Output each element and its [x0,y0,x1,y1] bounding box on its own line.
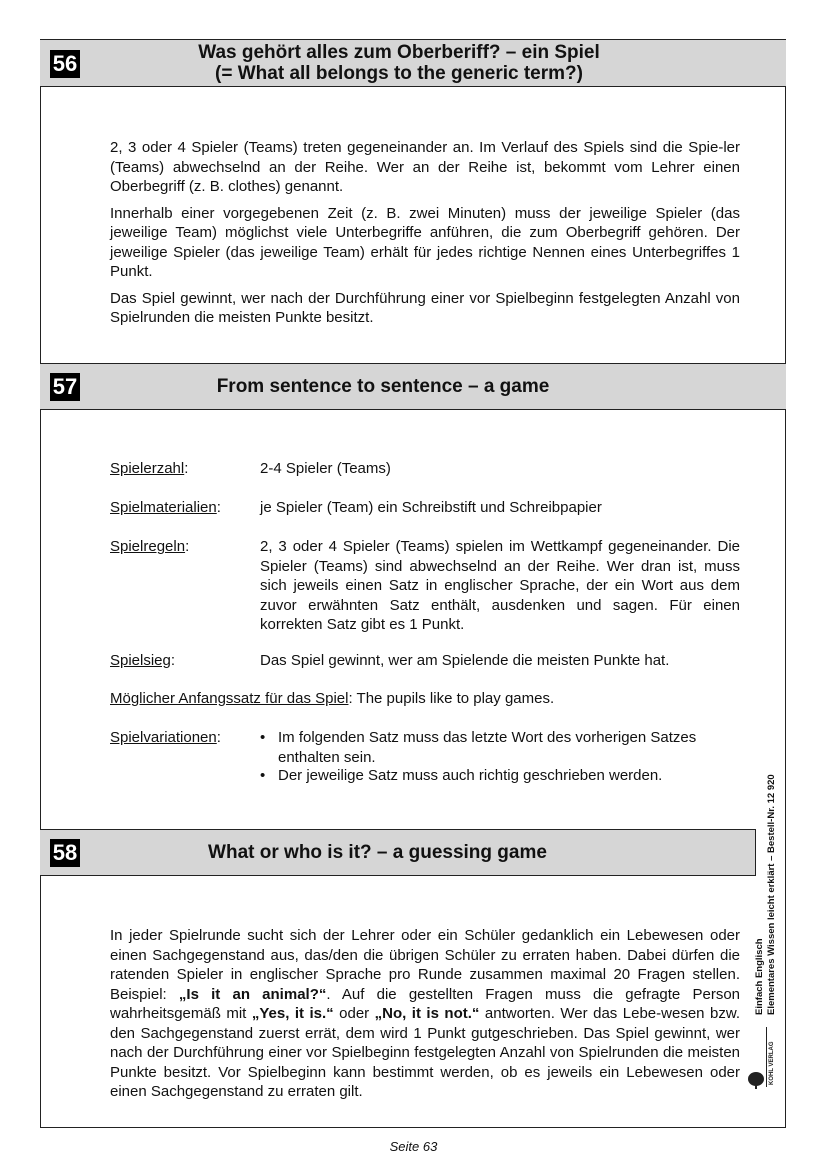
paragraph: 2, 3 oder 4 Spieler (Teams) treten gegeneinander an. Im Verlauf des Spiels sind die Spie-ler (Teams) abwechselnd an der Reihe. Wer an der Reihe ist, bekommt vom Lehrer einen Oberbegriff (z. B. clothes) genannt. [110,139,740,195]
label-spielsieg: Spielsieg: [110,652,176,669]
label-spielvariationen: Spielvariationen: [110,729,221,746]
value-spielerzahl: 2-4 Spieler (Teams) [260,460,391,477]
paragraph: Das Spiel gewinnt, wer nach der Durchführung einer vor Spielbeginn festgelegten Anzahl von Spielrunden die meisten Punkte besitzt. [110,289,740,326]
section-title: What or who is it? – a guessing game [208,842,547,863]
value-spielregeln: 2, 3 oder 4 Spieler (Teams) spielen im Wettkampf gegeneinander. Die Spieler (Teams) sind abwechselnd an der Reihe. Wer dran ist, muss sich jeweils einen Satz in englischer Sprache, der ein Wort aus dem zuvor erwähnten Satz enthält, ausdenken und sagen. Für einen korrekten Satz gibt es 1 Punkt. [260,538,740,633]
section-58-header [40,829,756,876]
side-line-1: Einfach Englisch [754,938,765,1015]
anfangssatz: Möglicher Anfangssatz für das Spiel: The pupils like to play games. [110,690,555,707]
label-spielmaterialien: Spielmaterialien: [110,499,221,516]
title-line-1: Was gehört alles zum Oberberiff? – ein Spiel [198,42,600,63]
side-imprint [752,755,792,1095]
publisher-name: KOHL VERLAG [769,1041,775,1085]
section-56-body [110,138,740,335]
section-title [100,42,698,84]
label-spielerzahl: Spielerzahl: [110,460,189,477]
paragraph: In jeder Spielrunde sucht sich der Lehrer oder ein Schüler gedanklich ein Lebewesen oder einen Sachgegenstand aus, das/den die übrigen Schüler zu erraten haben. Dabei dürfen die ratenden Spieler in englischer Sprache pro Runde zusammen maximal 20 Fragen stellen. Beispiel: „Is it an animal?“. Auf die gestellten Fragen muss die gefragte Person wahrheitsgemäß mit „Yes, it is.“ oder „No, it is not.“ antworten. Wer das Lebe-wesen bzw. den Sachgegenstand zuerst errät, dem wird 1 Punkt gutgeschrieben. Das Spiel gewinnt, wer nach der Durchführung einer vor Spielbeginn festgelegten Anzahl von Spielrunden die meisten Punkte besitzt. Vor Spielbeginn kann bestimmt werden, ob es jeweils ein Lebewesen oder einen Sachgegenstand zu erraten gilt. [110,927,740,1100]
section-title: From sentence to sentence – a game [216,376,550,397]
value-spielmaterialien: je Spieler (Team) ein Schreibstift und Schreibpapier [260,499,602,516]
side-line-2: Elementares Wissen leicht erklärt – Bestell-Nr. 12 920 [766,774,777,1015]
section-57-header [40,363,786,410]
paragraph: Innerhalb einer vorgegebenen Zeit (z. B. zwei Minuten) muss der jeweilige Spieler (das jeweilige Team) möglichst viele Unterbegriffe anführen, die zum Oberbegriff gehören. Der jeweilige Spieler (das jeweilige Team) erhält für jedes richtige Nennen eines Unterbegriffes 1 Punkt. [110,204,740,280]
section-number: 56 [50,50,80,78]
section-56-header [40,39,786,87]
title-line-2: (= What all belongs to the generic term?) [215,63,583,84]
value-spielsieg: Das Spiel gewinnt, wer am Spielende die meisten Punkte hat. [260,652,670,669]
section-58-body [110,926,740,1109]
bullet-item: • Im folgenden Satz muss das letzte Wort des vorherigen Satzes enthalten sein. [260,729,697,766]
label-spielregeln: Spielregeln: [110,538,190,555]
publisher-logo-icon [746,1025,780,1091]
page-number: Seite 63 [389,1139,438,1154]
bullet-item: • Der jeweilige Satz muss auch richtig geschrieben werden. [260,767,663,784]
section-number: 58 [50,839,80,867]
section-number: 57 [50,373,80,401]
